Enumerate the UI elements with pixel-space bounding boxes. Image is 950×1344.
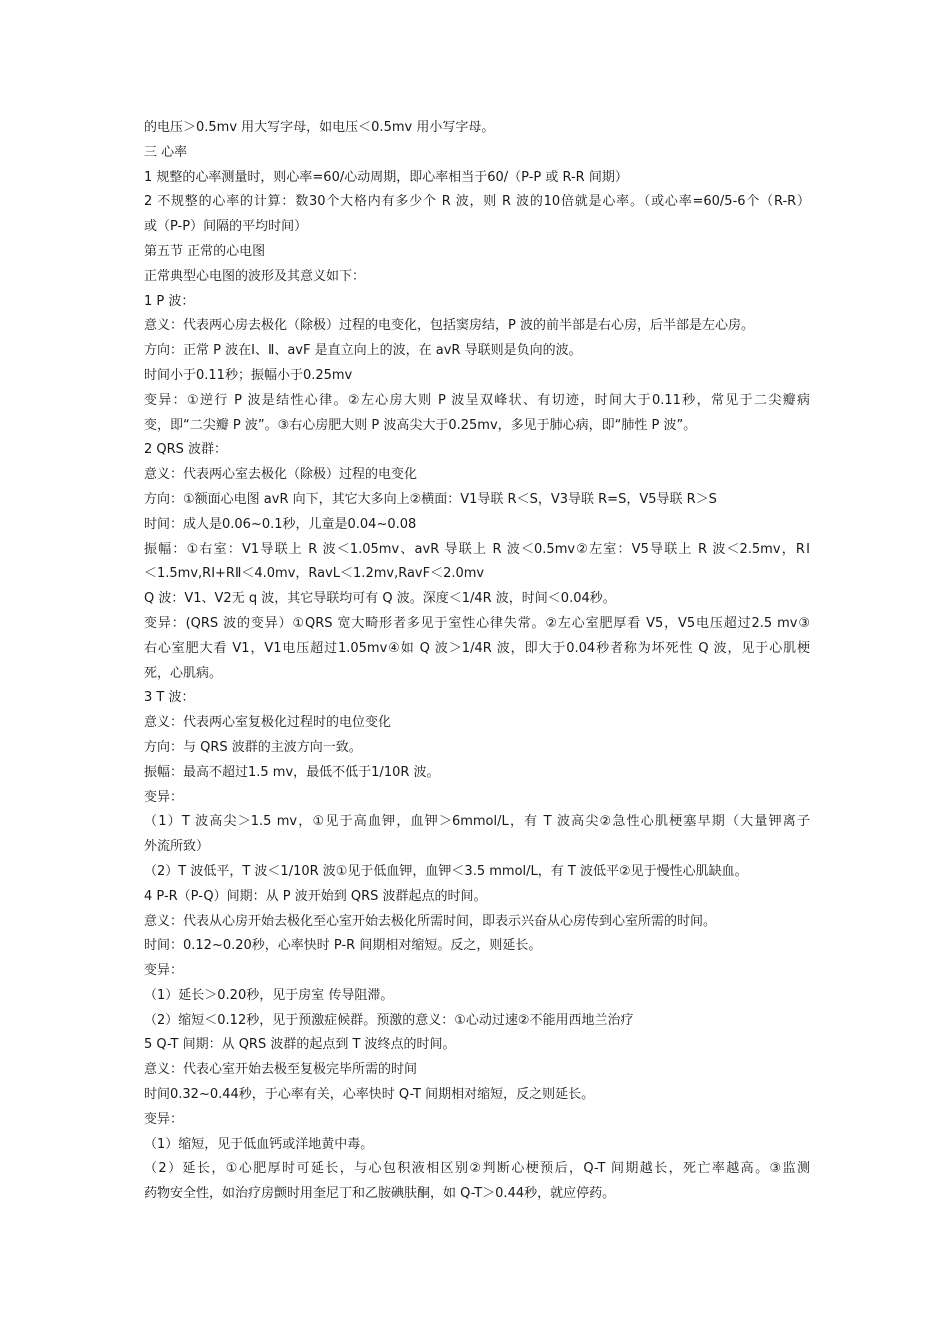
text-line: 意义：代表两心房去极化（除极）过程的电变化，包括窦房结，P 波的前半部是右心房，后半部是左心房。 [144, 318, 754, 334]
text-line: 变异：①逆行 P 波是结性心律。②左心房大则 P 波呈双峰状、有切迹，时间大于0.11秒，常见于二尖瓣病 [144, 392, 810, 408]
text-line: 正常典型心电图的波形及其意义如下： [144, 268, 366, 284]
text-line: 变异： [144, 1111, 184, 1127]
text-line: （2）T 波低平，T 波＜1/10R 波①见于低血钾，血钾＜3.5 mmol/L，有 T 波低平②见于慢性心肌缺血。 [144, 863, 748, 879]
text-line: 2 不规整的心率的计算：数30个大格内有多少个 R 波，则 R 波的10倍就是心率。（或心率=60/5-6个（R-R） [144, 194, 810, 210]
text-line: 外流所致） [144, 839, 210, 855]
text-line: 时间：0.12~0.20秒，心率快时 P-R 间期相对缩短。反之，则延长。 [144, 938, 542, 954]
text-line: （2）延长，①心肥厚时可延长，与心包积液相区别②判断心梗预后，Q-T 间期越长，死亡率越高。③监测 [144, 1161, 810, 1177]
text-line: 或（P-P）间隔的平均时间） [144, 219, 308, 235]
text-line: ＜1.5mv,RⅠ+RⅡ＜4.0mv，RavL＜1.2mv,RavF＜2.0mv [144, 566, 485, 582]
text-line: 意义：代表两心室去极化（除极）过程的电变化 [144, 467, 418, 483]
text-line: （1）延长＞0.20秒，见于房室 传导阻滞。 [144, 987, 394, 1003]
text-line: 意义：代表两心室复极化过程时的电位变化 [144, 715, 392, 731]
text-line: 方向：正常 P 波在Ⅰ、Ⅱ、avF 是直立向上的波，在 avR 导联则是负向的波。 [144, 343, 582, 359]
text-line: 3 T 波： [144, 690, 195, 706]
text-line: （1）T 波高尖＞1.5 mv，①见于高血钾，血钾＞6mmol/L，有 T 波高尖②急性心肌梗塞早期（大量钾离子 [144, 814, 810, 830]
text-line: Q 波：V1、V2无 q 波，其它导联均可有 Q 波。深度＜1/4R 波，时间＜0.04秒。 [144, 591, 616, 607]
text-line: 1 规整的心率测量时，则心率=60/心动周期，即心率相当于60/（P-P 或 R-R 间期） [144, 169, 628, 185]
text-line: 药物安全性，如治疗房颤时用奎尼丁和乙胺碘肤酮，如 Q-T＞0.44秒，就应停药。 [144, 1186, 616, 1202]
text-line: 2 QRS 波群： [144, 442, 228, 458]
text-line: 方向：①额面心电图 avR 向下，其它大多向上②横面：V1导联 R＜S，V3导联 R=S，V5导联 R＞S [144, 491, 717, 507]
text-line: 1 P 波： [144, 293, 195, 309]
text-line: 振幅：①右室：V1导联上 R 波＜1.05mv、avR 导联上 R 波＜0.5mv②左室：V5导联上 R 波＜2.5mv，RⅠ [144, 541, 810, 557]
text-line: 5 Q-T 间期：从 QRS 波群的起点到 T 波终点的时间。 [144, 1037, 456, 1053]
text-line: 振幅：最高不超过1.5 mv，最低不低于1/10R 波。 [144, 764, 440, 780]
text-line: 右心室肥大看 V1，V1电压超过1.05mv④如 Q 波＞1/4R 波，即大于0.04秒者称为坏死性 Q 波，见于心肌梗 [144, 640, 810, 656]
text-line: 意义：代表心室开始去极至复极完毕所需的时间 [144, 1062, 418, 1078]
text-line: 时间小于0.11秒；振幅小于0.25mv [144, 367, 353, 383]
text-line: 时间：成人是0.06~0.1秒，儿童是0.04~0.08 [144, 516, 417, 532]
text-line: 三 心率 [144, 144, 188, 160]
document-body [144, 116, 810, 1207]
text-line: 4 P-R（P-Q）间期：从 P 波开始到 QRS 波群起点的时间。 [144, 888, 487, 904]
text-line: 变异：(QRS 波的变异）①QRS 宽大畸形者多见于室性心律失常。②左心室肥厚看 V5，V5电压超过2.5 mv③ [144, 615, 810, 631]
text-line: 意义：代表从心房开始去极化至心室开始去极化所需时间，即表示兴奋从心房传到心室所需的时间。 [144, 913, 717, 929]
text-line: 第五节 正常的心电图 [144, 243, 266, 259]
text-line: （1）缩短，见于低血钙或洋地黄中毒。 [144, 1136, 374, 1152]
text-line: 变，即“二尖瓣 P 波”。③右心房肥大则 P 波高尖大于0.25mv，多见于肺心病，即“肺性 P 波”。 [144, 417, 697, 433]
text-line: 变异： [144, 963, 184, 979]
text-line: 的电压＞0.5mv 用大写字母，如电压＜0.5mv 用小写字母。 [144, 120, 495, 135]
text-line: 方向：与 QRS 波群的主波方向一致。 [144, 739, 362, 755]
text-line: （2）缩短＜0.12秒，见于预激症候群。预激的意义：①心动过速②不能用西地兰治疗 [144, 1012, 634, 1028]
text-line: 变异： [144, 789, 184, 805]
text-line: 时间0.32~0.44秒，于心率有关，心率快时 Q-T 间期相对缩短，反之则延长。 [144, 1087, 595, 1103]
text-line: 死，心肌病。 [144, 665, 223, 681]
